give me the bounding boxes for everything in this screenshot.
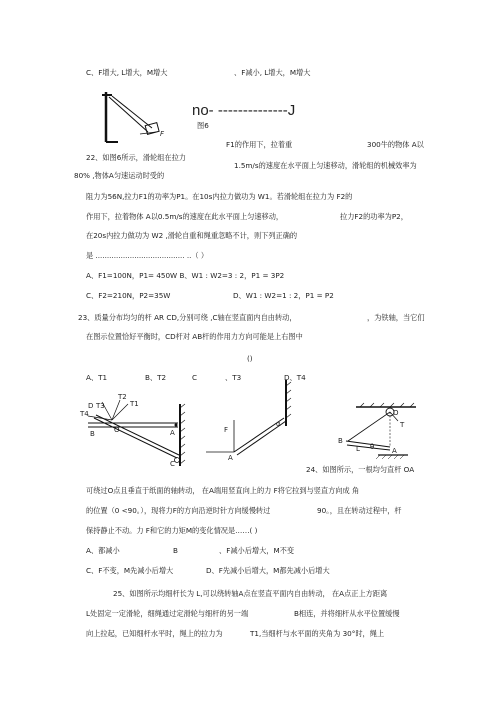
fig2-label-f: F	[224, 426, 229, 434]
q22-intro: 22、如图6所示，滑轮组在拉力	[86, 153, 186, 162]
q23-answer-blank: ()	[247, 354, 253, 363]
q24-question: 保持静止不动。力 F和它的力矩M的变化情况是……( )	[86, 526, 258, 535]
pivot-a	[175, 424, 178, 427]
label-t4: T4	[80, 410, 89, 418]
placeholder-dash-line: no- --------------J	[192, 102, 296, 119]
force-arrows	[88, 400, 128, 420]
q23-option-c-value: 、T3	[225, 373, 242, 382]
fig3-label-l: L	[356, 445, 360, 453]
q23-option-a: A、T1	[86, 373, 108, 382]
q22-weight-text: 300牛的物体 A以	[367, 140, 424, 149]
rod-ab	[88, 423, 178, 427]
q25-connection-text: B相连，并将细杆从水平位置缓慢	[294, 609, 400, 618]
q23-option-c: C	[192, 373, 198, 382]
figure-6-rod	[109, 96, 159, 134]
q25-angle-text: T1,当细杆与水平面的夹角为 30°时，绳上	[250, 629, 385, 638]
q22-force-text: F1的作用下，拉着重	[226, 140, 293, 149]
label-t2: T2	[118, 393, 127, 401]
q23-intro: 23、质量分布均匀的杆 AR CD,分别可绕 ,C轴在竖直面内自由转动，	[78, 313, 297, 322]
q24-rotation-text: 90。，且在转动过程中，杆	[317, 506, 402, 515]
label-a: A	[170, 429, 175, 437]
q24-intro: 24、如图所示，一根均匀直杆 OA	[306, 465, 415, 474]
q22-power-text: 拉力F2的功率为P2，	[340, 212, 408, 221]
option-d-line: 、F减小, L增大，M增大	[234, 68, 311, 77]
figure-6-caption: 图6	[197, 121, 209, 130]
q23-option-d: D、T4	[284, 373, 306, 382]
q24-axis-text: 可绕过O点且垂直于纸面的轴转动， 在A端用竖直向上的力 F将它拉到与竖直方向成 角	[86, 486, 360, 495]
label-o: O	[114, 426, 120, 434]
q24-option-b: B	[173, 546, 178, 555]
q22-answer-blank: 是 ....................................... ..（ ）	[86, 251, 209, 260]
fig2-label-alpha: α	[276, 420, 281, 428]
fig3-ground-hatching	[376, 455, 404, 459]
fig2-label-a: A	[228, 454, 233, 462]
q25-intro: 25、如图所示均细杆长为 L,可以绕转轴A点在竖直平面内自由转动， 在A点正上方距离	[113, 589, 388, 598]
label-t3: T3	[96, 402, 105, 410]
pivot-c	[175, 458, 180, 463]
q22-options-ab: A、F1=100N，P1= 450W B、W1 : W2=3 : 2，P1 = 3P2	[86, 271, 285, 280]
rod-force-diagram	[80, 390, 190, 470]
option-c-line: C、F增大, L增大，M增大	[86, 68, 168, 77]
fig3-rod	[346, 441, 390, 450]
label-c: C	[170, 460, 175, 468]
label-b: B	[90, 430, 95, 438]
q22-work-text: 在20s内拉力做功为 W2 ,滑轮自重和绳重忽略不计，则下列正确的	[86, 231, 298, 240]
q23-intro-tail: ，为铁轴，当它们	[367, 313, 425, 322]
figure-6-force-label: F	[160, 130, 165, 138]
fig3-label-a: A	[392, 447, 397, 455]
fig3-label-o: O	[393, 409, 399, 417]
q22-efficiency-text: 80% ,物体A匀速运动时受的	[74, 171, 165, 180]
q24-option-c: C、F不变，M先减小后增大	[86, 566, 174, 575]
rod-pulley-diagram	[336, 403, 426, 463]
fig3-label-t: T	[400, 421, 405, 429]
q24-option-d: D、F先减小后增大，M都先减小后增大	[206, 566, 330, 575]
q25-rope-text: L处固定一定滑轮，细绳通过定滑轮与细杆的另一端	[86, 609, 249, 618]
rod-cd	[94, 415, 179, 458]
q22-case-two-text: 作用下，拉着物体 A以0.5m/s的速度在此水平面上匀速移动，	[86, 212, 284, 221]
q24-option-b-value: 、F减小后增大，M不变	[219, 546, 295, 555]
rod-oa-diagram	[200, 380, 290, 460]
q23-option-b: B、T2	[145, 373, 167, 382]
q22-resistance-text: 阻力为56N,拉力F1的功率为P1。在10s内拉力做功为 W1。若滑轮组在拉力为 F2的	[86, 192, 353, 201]
fig3-label-theta: θ	[370, 443, 375, 451]
q24-angle-text: 的位置（0 <90。），现将力F的方向沿逆时针方向缓慢转过	[86, 506, 271, 515]
figure-6-diagram	[100, 92, 170, 147]
q23-question: 在图示位置恰好平衡时，CD杆对 AB杆的作用力方向可能是上右图中	[86, 332, 303, 341]
label-d: D	[88, 402, 94, 410]
q24-option-a: A、都减小	[86, 546, 120, 555]
label-t1: T1	[130, 400, 139, 408]
q25-tension-text: 向上拉起，已知细杆水平时，绳上的拉力为	[86, 629, 223, 638]
q22-option-d: D、W1 : W2=1 : 2，P1 = P2	[233, 291, 334, 300]
q22-option-c: C、F2=210N，P2=35W	[86, 291, 171, 300]
fig3-rope	[348, 412, 390, 441]
fig3-label-b: B	[338, 437, 343, 445]
q22-speed-text: 1.5m/s的速度在水平面上匀速移动，滑轮组的机械效率为	[234, 161, 417, 170]
